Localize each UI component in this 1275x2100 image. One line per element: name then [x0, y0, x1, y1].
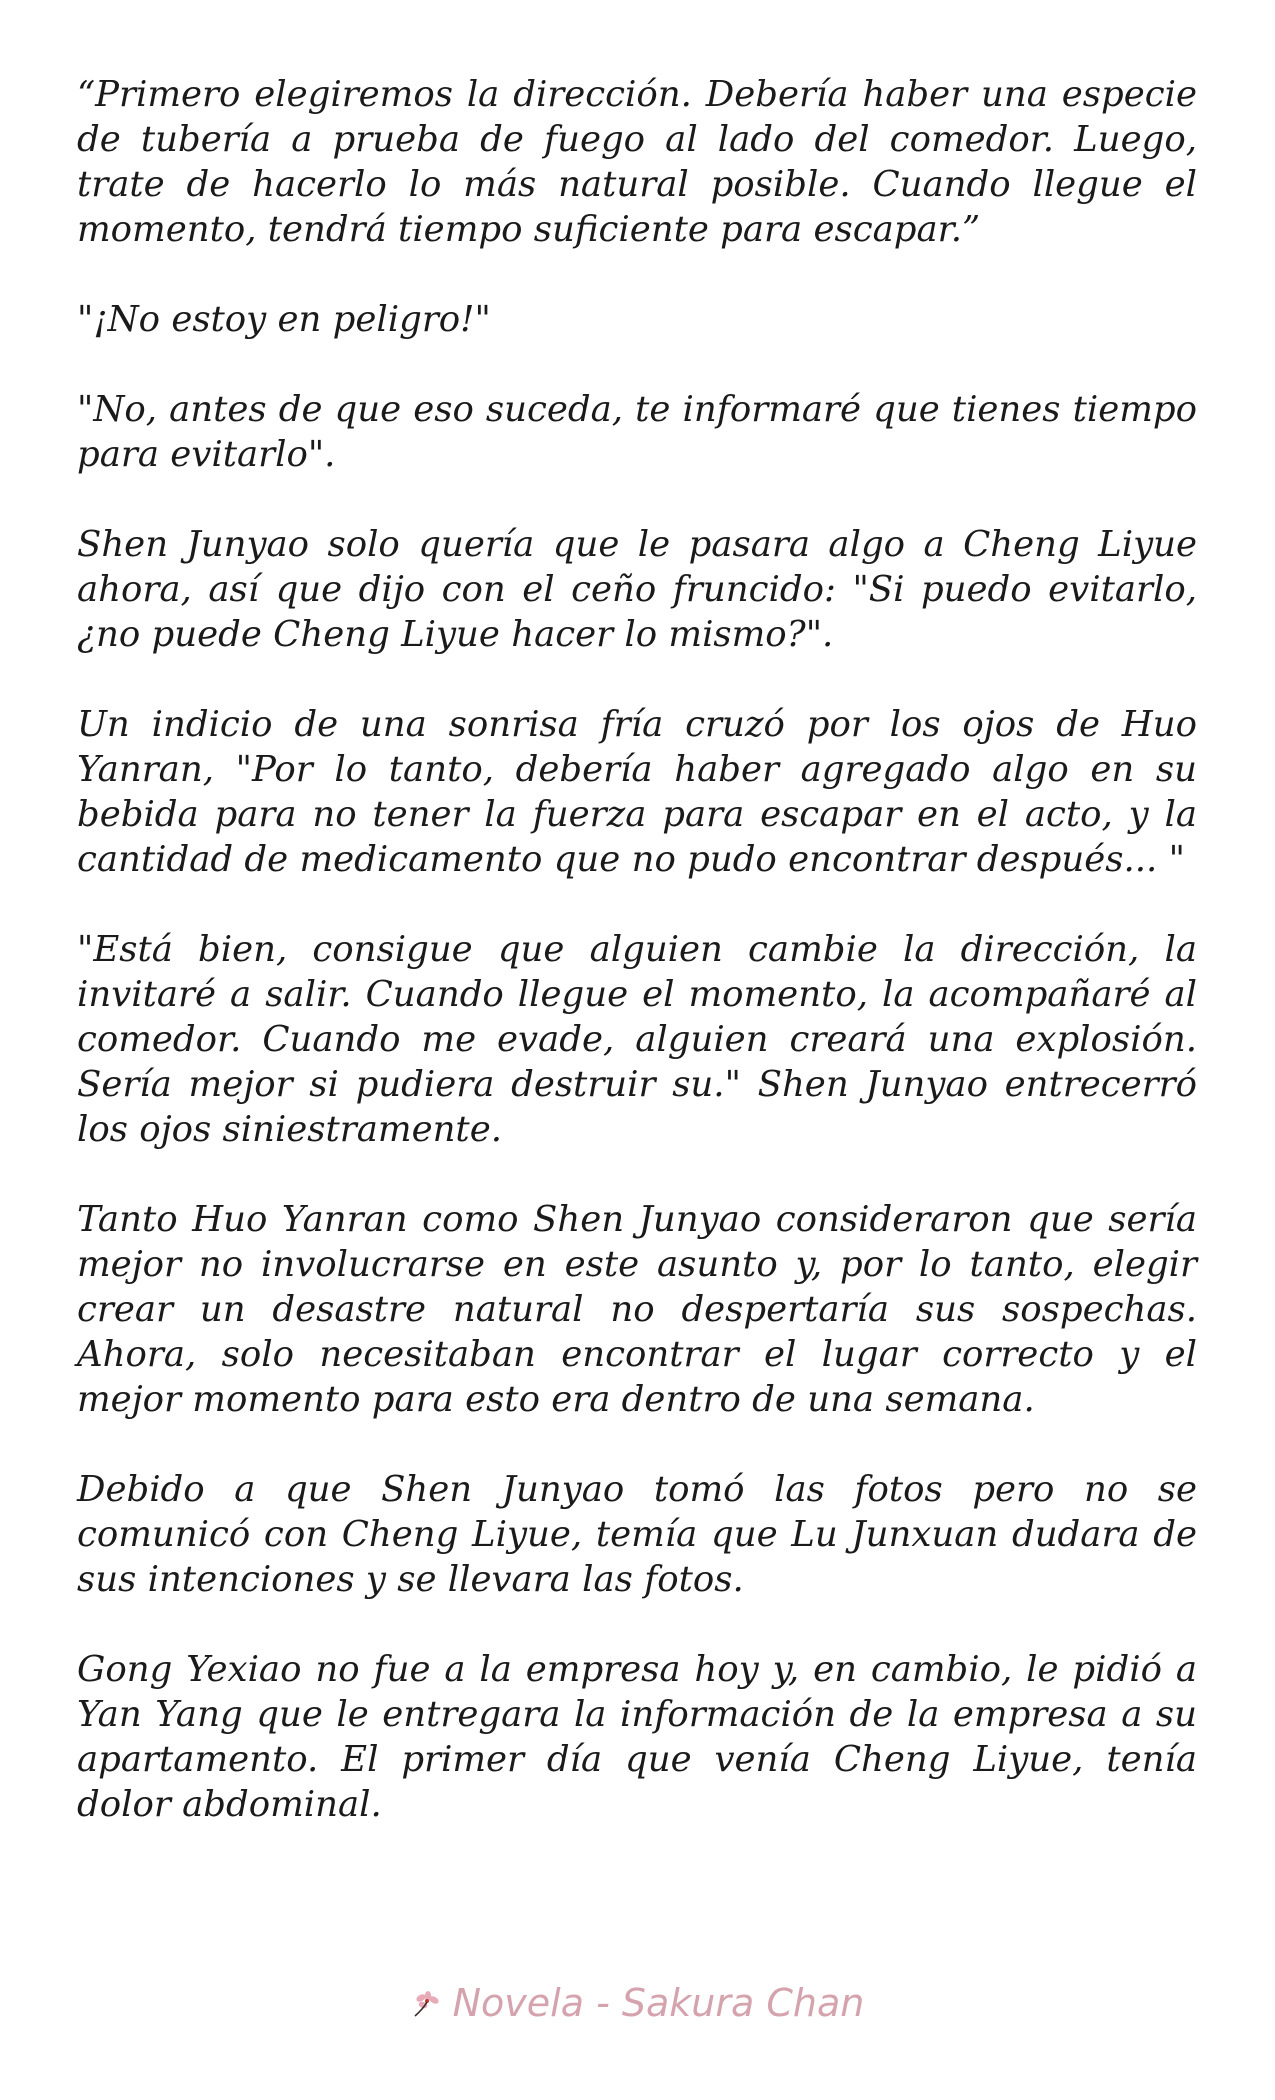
watermark [0, 1980, 1275, 2029]
paragraph-4: Shen Junyao solo quería que le pasara algo a Cheng Liyue ahora, así que dijo con el ceño fruncido: "Si puedo evitarlo, ¿no puede Cheng Liyue hacer lo mismo?". [77, 524, 1197, 655]
paragraph-3: "No, antes de que eso suceda, te informaré que tienes tiempo para evitarlo". [77, 389, 1197, 475]
sakura-flower-icon [411, 1983, 445, 2029]
paragraph-9: Gong Yexiao no fue a la empresa hoy y, en cambio, le pidió a Yan Yang que le entregara la información de la empresa a su apartamento. El primer día que venía Cheng Liyue, tenía dolor abdominal. [77, 1649, 1197, 1825]
paragraph-7: Tanto Huo Yanran como Shen Junyao consideraron que sería mejor no involucrarse en este asunto y, por lo tanto, elegir crear un desastre natural no despertaría sus sospechas. Ahora, solo necesitaban encontrar el lugar correcto y el mejor momento para esto era dentro de una semana. [77, 1199, 1197, 1420]
paragraph-8: Debido a que Shen Junyao tomó las fotos pero no se comunicó con Cheng Liyue, temía que Lu Junxuan dudara de sus intenciones y se llevara las fotos. [77, 1469, 1197, 1600]
paragraph-6: "Está bien, consigue que alguien cambie la dirección, la invitaré a salir. Cuando llegue el momento, la acompañaré al comedor. Cuando me evade, alguien creará una explosión. Sería mejor si pudiera destruir su." Shen Junyao entrecerró los ojos siniestramente. [77, 929, 1197, 1150]
paragraph-2: "¡No estoy en peligro!" [77, 299, 491, 340]
watermark-text: Novela - Sakura Chan [452, 1981, 865, 2025]
paragraph-5: Un indicio de una sonrisa fría cruzó por los ojos de Huo Yanran, "Por lo tanto, debería haber agregado algo en su bebida para no tener la fuerza para escapar en el acto, y la cantidad de medicamento que no pudo encontrar después... " [77, 704, 1197, 880]
document-body [77, 72, 1197, 1872]
paragraph-1: “Primero elegiremos la dirección. Debería haber una especie de tubería a prueba de fuego al lado del comedor. Luego, trate de hacerlo lo más natural posible. Cuando llegue el momento, tendrá tiempo suficiente para escapar.” [77, 74, 1197, 250]
